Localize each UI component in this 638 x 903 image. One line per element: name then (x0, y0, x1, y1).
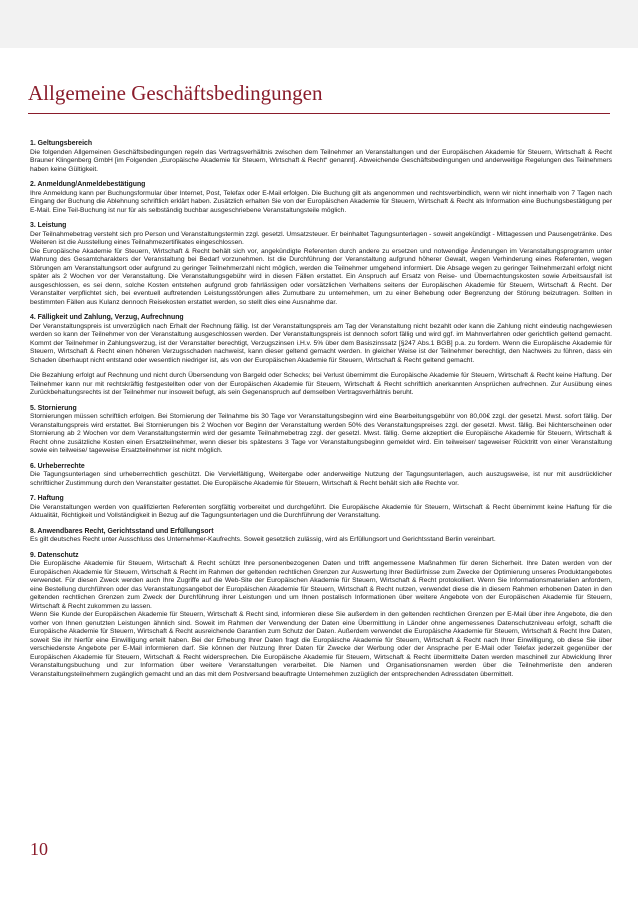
section-paragraph: Die Veranstaltungen werden von qualifizierten Referenten sorgfältig vorbereitet und durchgeführt. Die Europäische Akademie für Steuern, Wirtschaft & Recht übernimmt keine Haftung für die Aktualität, Richtigkeit und Vollständigkeit in Bezug auf die Tagungsunterlagen und die Durchführung der Veranstaltung. (30, 503, 612, 519)
section-paragraph: Die Europäische Akademie für Steuern, Wirtschaft & Recht behält sich vor, angekündigte Referenten durch andere zu ersetzen und notwendige Änderungen im Veranstaltungsprogramm unter Wahrung des Gesamtcharakters der Veranstaltung bei Bedarf vorzunehmen. Ist die Durchführung der Veranstaltung aufgrund höherer Gewalt, wegen Verhinderung eines Referenten, wegen Störungen am Veranstaltungsort oder aufgrund zu geringer Teilnehmerzahl nicht möglich, werden die Teilnehmer umgehend informiert. Die Absage wegen zu geringer Teilnehmerzahl erfolgt nicht später als 2 Wochen vor der Veranstaltung. Die Veranstaltungsgebühr wird in diesen Fällen erstattet. Ein Anspruch auf Ersatz von Reise- und Übernachtungskosten sowie Arbeitsausfall ist ausgeschlossen, es sei denn, solche Kosten entstehen aufgrund grob fahrlässigen oder vorsätzlichen Verhaltens seitens der Europäischen Akademie für Steuern, Wirtschaft & Recht. Der Veranstalter verpflichtet sich, bei eventuell auftretenden Leistungsstörungen alles Zumutbare zu unternehmen, um zu einer Behebung oder Begrenzung der Störung beizutragen. Sollten in bestimmten Fällen aus Kulanz dennoch Reisekosten erstattet werden, so stellt dies eine Ausnahme dar. (30, 247, 612, 306)
section-datenschutz (30, 552, 612, 680)
section-anmeldung (30, 181, 612, 215)
section-paragraph: Die folgenden Allgemeinen Geschäftsbedingungen regeln das Vertragsverhältnis zwischen dem Teilnehmer an Veranstaltungen und der Europäischen Akademie für Steuern, Wirtschaft & Recht Brauner Klingenberg GmbH [im Folgenden „Europäische Akademie für Steuern, Wirtschaft & Recht“ genannt]. Abweichende Geschäftsbedingungen und anderweitige Regelungen des Teilnehmers haben keine Gültigkeit. (30, 148, 612, 173)
section-paragraph: Die Bezahlung erfolgt auf Rechnung und nicht durch Übersendung von Bargeld oder Schecks; bei Verlust übernimmt die Europäische Akademie für Steuern, Wirtschaft & Recht keine Haftung. Der Teilnehmer kann nur mit rechtskräftig festgestellten oder von der Europäischen Akademie für Steuern, Wirtschaft & Recht schriftlich anerkannten Ansprüchen aufrechnen. Zur Ausübung eines Zurückbehaltungsrechts ist der Teilnehmer nur insoweit befugt, als sein Gegenanspruch auf demselben Vertragsverhältnis beruht. (30, 372, 612, 396)
section-heading: 3. Leistung (30, 222, 67, 229)
page-title: Allgemeine Geschäftsbedingungen (28, 81, 323, 105)
title-divider (28, 113, 610, 114)
section-paragraph: Der Veranstaltungspreis ist unverzüglich nach Erhalt der Rechnung fällig. Ist der Veranstaltungspreis am Tag der Veranstaltung nicht bezahlt oder kann die Zahlung nicht eindeutig nachgewiesen werden so kann der Teilnehmer von der Veranstaltung ausgeschlossen werden. Der Veranstaltungspreis ist dennoch sofort fällig und wird ggf. im Mahnverfahren oder gerichtlich geltend gemacht. Kommt der Teilnehmer in Zahlungsverzug, ist der Veranstalter berechtigt, Verzugszinsen i.H.v. 5% über dem Basiszinssatz [§247 Abs.1 BGB] p.a. zu fordern. Wenn die Europäische Akademie für Steuern, Wirtschaft & Recht einen höheren Verzugsschaden nachweist, kann dieser geltend gemacht werden. In gleicher Weise ist der Teilnehmer berechtigt, den Nachweis zu führen, dass ein Schaden überhaupt nicht entstand oder wesentlich niedriger ist, als von der Europäischen Akademie für Steuern, Wirtschaft & Recht geltend gemacht. (30, 322, 612, 364)
section-heading: 1. Geltungsbereich (30, 140, 93, 147)
section-paragraph: Wenn Sie Kunde der Europäischen Akademie für Steuern, Wirtschaft & Recht sind, informieren diese Sie außerdem in den geltenden rechtlichen Grenzen per E-Mail über ihre Angebote, die den vorher von Ihnen genutzten Leistungen ähnlich sind. Soweit im Rahmen der Verwendung der Daten eine Übermittlung in Länder ohne angemessenes Datenschutzniveau erfolgt, schafft die Europäische Akademie für Steuern, Wirtschaft & Recht ausreichende Garantien zum Schutz der Daten. Außerdem verwendet die Europäische Akademie für Steuern, Wirtschaft & Recht Ihre Daten, soweit Sie ihr hierfür eine Einwilligung erteilt haben. Bei der Erhebung Ihrer Daten fragt die Europäische Akademie für Steuern, Wirtschaft & Recht nach Ihrer Einwilligung, ob diese Sie über verschiedenste Angebote per E-Mail informieren darf. Sie können der Nutzung Ihrer Daten für Zwecke der Werbung oder der Ansprache per E-Mail oder Telefax jederzeit gegenüber der Europäischen Akademie für Steuern, Wirtschaft & Recht widersprechen. Die Europäische Akademie für Steuern, Wirtschaft & Recht übermittelte Daten werden maschinell zur Abwicklung Ihrer Veranstaltungsbuchung und zur Information über weitere Veranstaltungen verarbeitet. Die Namen und Organisationsnamen werden über die Teilnehmerliste den anderen Veranstaltungsteilnehmern zugänglich gemacht und an das mit dem Postversand beauftragte Unternehmen zuzüglich der entsprechenden Adressdaten übermittelt. (30, 611, 612, 678)
section-geltungsbereich (30, 140, 612, 174)
section-paragraph: Stornierungen müssen schriftlich erfolgen. Bei Stornierung der Teilnahme bis 30 Tage vor Veranstaltungsbeginn wird eine Bearbeitungsgebühr von 80,00€ zzgl. der gesetzl. Mwst. sofort fällig. Der Veranstaltungspreis wird erstattet. Bei Stornierungen bis 2 Wochen vor Beginn der Veranstaltung werden 50% des Veranstaltungspreises zzgl. der gesetzl. Mwst. fällig. Bei Nichterscheinen oder Stornierung ab 2 Wochen vor dem Veranstaltungstermin wird der gesamte Teilnahmebetrag zzgl. der gesetzl. Mwst. fällig. Gerne akzeptiert die Europäische Akademie für Steuern, Wirtschaft & Recht ohne zusätzliche Kosten einen Ersatzteilnehmer, wenn dieser bis spätestens 3 Tage vor Veranstaltungsbeginn gemeldet wird. Ein teilweiser/ tageweiser Rücktritt von einer Veranstaltung sowie ein teilweise/ tageweise Ersatzteilnehmer ist nicht möglich. (30, 413, 612, 454)
section-haftung (30, 495, 612, 521)
section-leistung (30, 222, 612, 307)
top-band (0, 0, 638, 48)
section-anwendbares-recht (30, 528, 612, 545)
section-urheberrechte (30, 463, 612, 489)
section-faelligkeit (30, 314, 612, 398)
section-paragraph: Es gilt deutsches Recht unter Ausschluss des Unternehmer-Kaufrechts. Soweit gesetzlich zulässig, wird als Erfüllungsort und Gerichtsstand Berlin vereinbart. (30, 536, 496, 543)
page-number: 10 (30, 839, 48, 859)
section-heading: 6. Urheberrechte (30, 462, 85, 470)
section-paragraph: Die Europäische Akademie für Steuern, Wirtschaft & Recht schützt Ihre personenbezogenen Daten und trifft angemessene Maßnahmen für deren Sicherheit. Ihre Daten werden von der Europäischen Akademie für Steuern, Wirtschaft & Recht im Rahmen der geltenden rechtlichen Grenzen zur Auswertung Ihrer Bedürfnisse zum Zwecke der Optimierung unseres Produktangebotes verwendet. Für diesen Zweck werden auch Ihre Zugriffe auf die Web-Site der Europäischen Akademie für Steuern, Wirtschaft & Recht protokolliert. Wenn Sie Informationsmaterialien anfordern, eine Bestellung durchführen oder das Veranstaltungsangebot der Europäischen Akademie für Steuern, Wirtschaft & Recht nutzen, verwendet diese die in diesem Rahmen erhobenen Daten in den geltenden rechtlichen Grenzen zum Zweck der Durchführung ihrer Leistungen und um Ihnen postalisch Informationen über weitere Angebote von der Europäischen Akademie für Steuern, Wirtschaft & Recht zukommen zu lassen. (30, 560, 612, 610)
section-paragraph: Der Teilnahmebetrag versteht sich pro Person und Veranstaltungstermin zzgl. gesetzl. Umsatzsteuer. Er beinhaltet Tagungsunterlagen - soweit angekündigt - Mittagessen und Pausengetränke. Des Weiteren ist die Ausstellung eines Teilnahmezertifikates eingeschlossen. (30, 230, 612, 246)
section-heading: 4. Fälligkeit und Zahlung, Verzug, Aufrechnung (30, 314, 184, 321)
section-heading: 2. Anmeldung/Anmeldebestätigung (30, 181, 146, 188)
terms-content (30, 140, 612, 686)
section-paragraph: Die Tagungsunterlagen sind urheberrechtlich geschützt. Die Vervielfältigung, Weitergabe oder anderweitige Nutzung der Tagungsunterlagen, auch auszugsweise, ist nur mit ausdrücklicher schriftlicher Zustimmung durch den Veranstalter gestattet. Die Europäische Akademie für Steuern, Wirtschaft & Recht behält sich alle Rechte vor. (30, 471, 612, 487)
section-heading: 8. Anwendbares Recht, Gerichtsstand und Erfüllungsort (30, 527, 214, 535)
section-heading: 7. Haftung (30, 495, 64, 502)
section-stornierung (30, 405, 612, 456)
section-heading: 9. Datenschutz (30, 551, 79, 559)
section-heading: 5. Stornierung (30, 404, 77, 412)
section-paragraph: Ihre Anmeldung kann per Buchungsformular über Internet, Post, Telefax oder E-Mail erfolgen. Die Buchung gilt als angenommen und rechtsverbindlich, wenn wir nicht innerhalb von 7 Tagen nach Eingang der Buchung die Ablehnung schriftlich erklärt haben. Zusätzlich erhalten Sie von der Europäischen Akademie für Steuern, Wirtschaft & Recht als Information eine Buchungsbestätigung per E-Mail. Eine Teil-Buchung ist nur für als selbständig buchbar ausgeschriebene Veranstaltungsteile möglich. (30, 189, 612, 214)
